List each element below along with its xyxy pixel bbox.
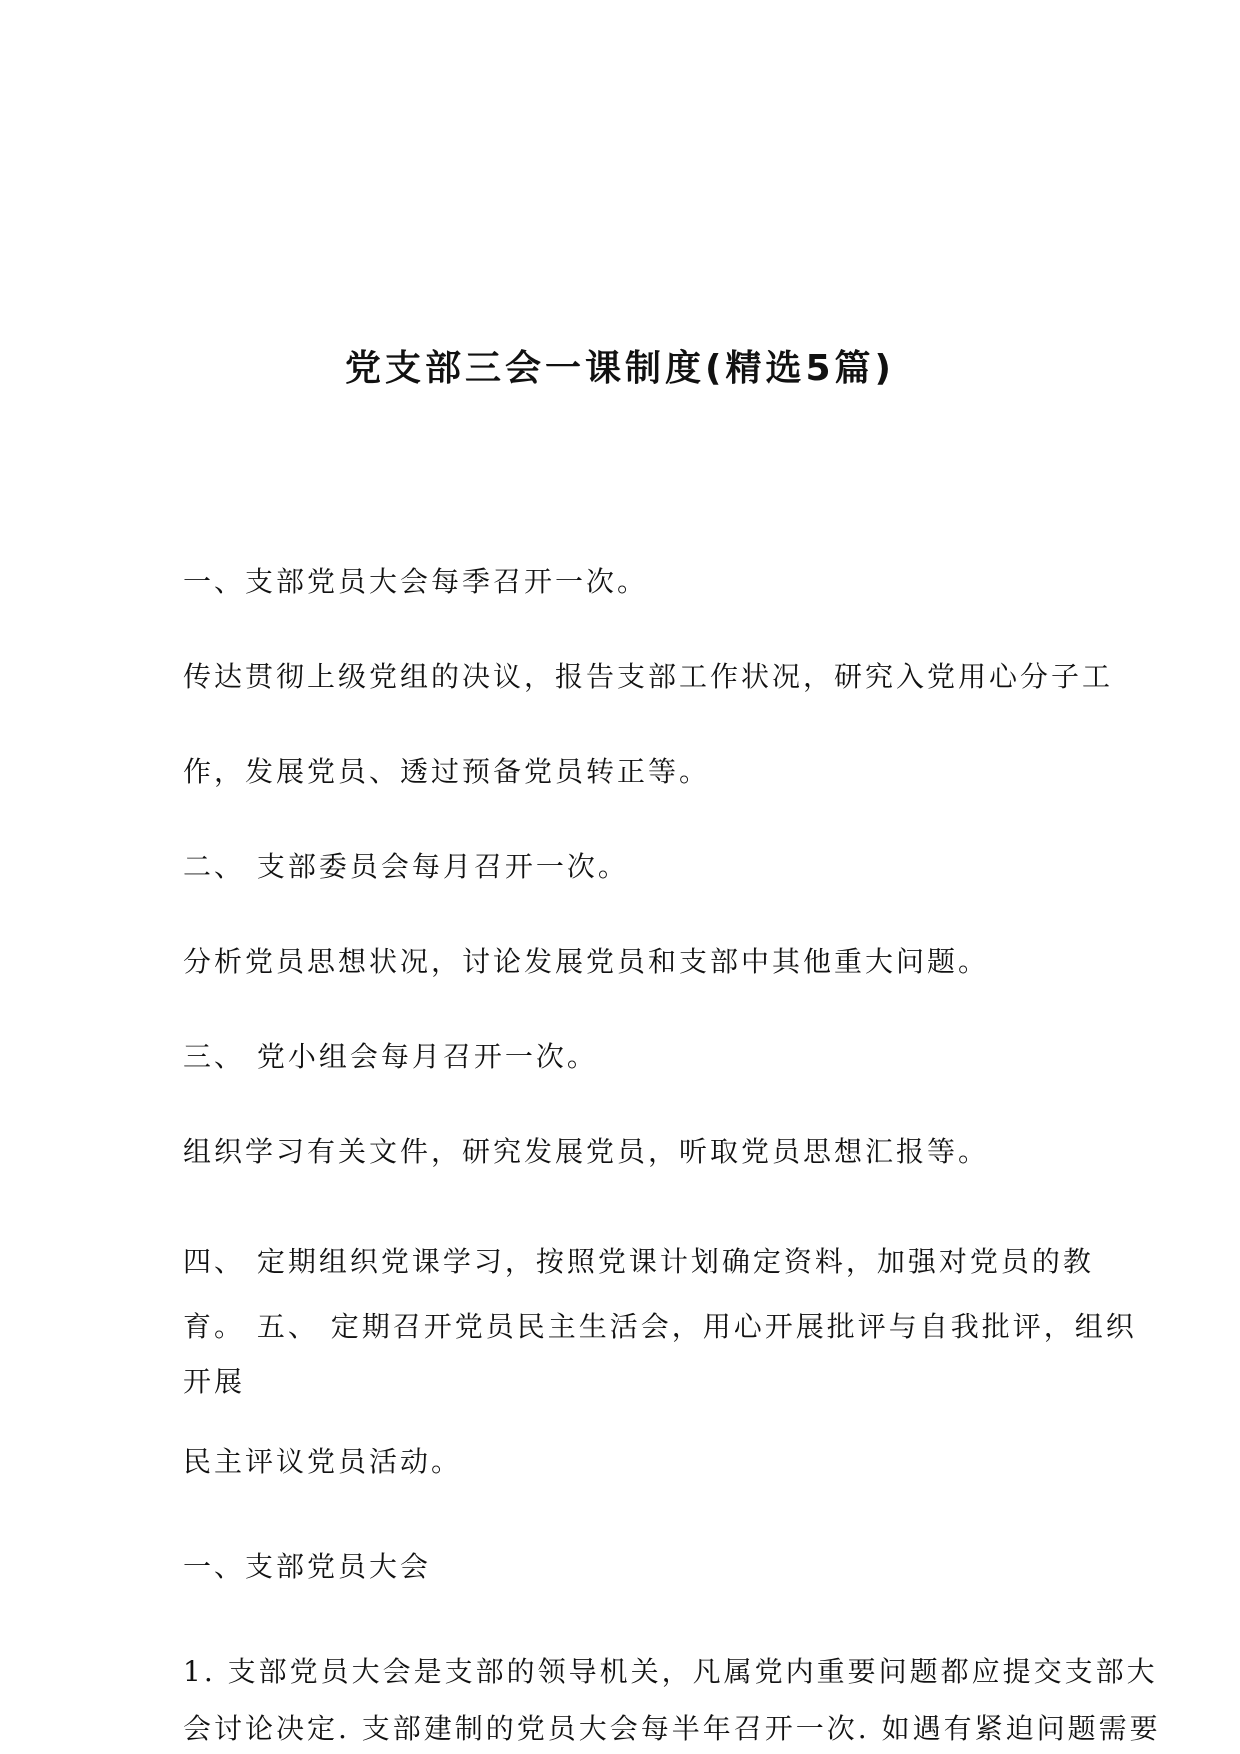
paragraph-line: 民主评议党员活动。 [183, 1445, 463, 1478]
paragraph-line: 会讨论决定. 支部建制的党员大会每半年召开一次. 如遇有紧迫问题需要 [183, 1712, 1161, 1745]
section-heading-5: 一、支部党员大会 [183, 1550, 432, 1583]
document-title: 党支部三会一课制度(精选5篇) [345, 348, 895, 389]
section-heading-2: 二、 支部委员会每月召开一次。 [183, 850, 629, 883]
section-heading-1: 一、支部党员大会每季召开一次。 [183, 565, 649, 598]
paragraph-line: 分析党员思想状况，讨论发展党员和支部中其他重大问题。 [183, 945, 990, 978]
paragraph-line: 育。 五、 定期召开党员民主生活会，用心开展批评与自我批评，组织 [183, 1310, 1137, 1343]
paragraph-line: 开展 [183, 1365, 246, 1398]
paragraph-line: 组织学习有关文件，研究发展党员，听取党员思想汇报等。 [183, 1135, 990, 1168]
paragraph-line: 作，发展党员、透过预备党员转正等。 [183, 755, 711, 788]
paragraph-line: 1. 支部党员大会是支部的领导机关，凡属党内重要问题都应提交支部大 [183, 1655, 1158, 1688]
paragraph-line: 传达贯彻上级党组的决议，报告支部工作状况，研究入党用心分子工 [183, 660, 1114, 693]
section-heading-4: 四、 定期组织党课学习，按照党课计划确定资料，加强对党员的教 [183, 1245, 1094, 1278]
section-heading-3: 三、 党小组会每月召开一次。 [183, 1040, 598, 1073]
